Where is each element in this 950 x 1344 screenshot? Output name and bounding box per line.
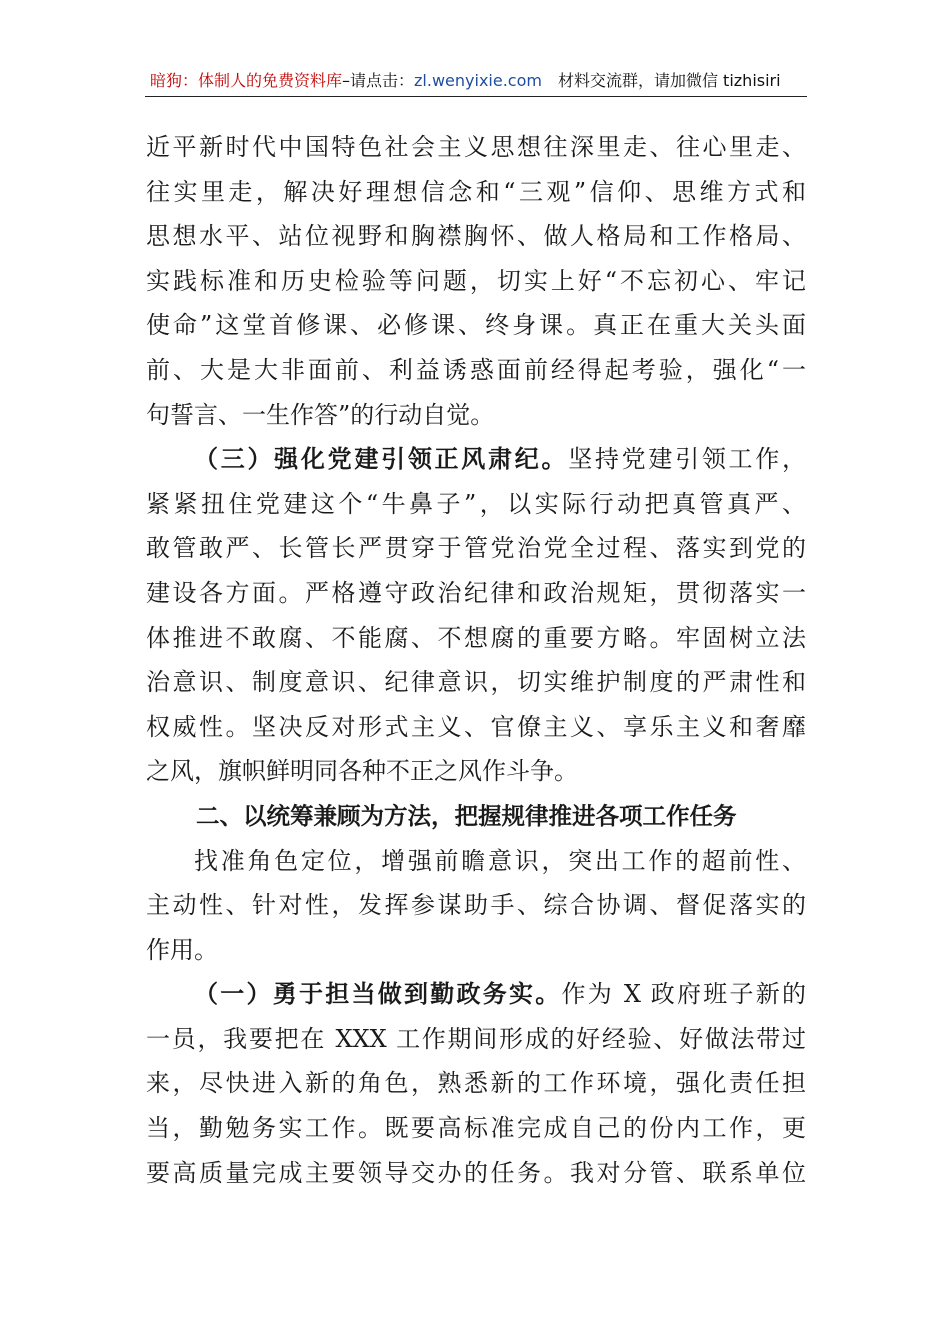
subheading-party-building: （三）强化党建引领正风肃纪。 <box>194 444 569 474</box>
text-line: 敢管敢严、长管长严贯穿于管党治党全过程、落实到党的 <box>146 534 806 563</box>
text-line: 主动性、针对性，发挥参谋助手、综合协调、督促落实的 <box>146 891 806 920</box>
header-link-prefix: –请点击： <box>342 71 415 90</box>
paragraph-party-building <box>146 437 806 794</box>
text-line <box>146 972 806 1017</box>
text-line: 治意识、制度意识、纪律意识，切实维护制度的严肃性和 <box>146 668 806 697</box>
text-line: 句誓言、一生作答”的行动自觉。 <box>146 400 495 429</box>
header-group-text: 材料交流群，请加微信 tizhisiri <box>557 71 781 90</box>
paragraph-role <box>146 839 806 973</box>
text-line: 作用。 <box>146 935 218 964</box>
text-line: 实践标准和历史检验等问题，切实上好“不忘初心、牢记 <box>146 266 806 295</box>
text-line <box>146 437 806 482</box>
lead-text: 坚持党建引领工作， <box>568 445 806 474</box>
page-header <box>145 66 807 97</box>
text-line: 来，尽快进入新的角色，熟悉新的工作环境，强化责任担 <box>146 1069 806 1098</box>
paragraph-ideology <box>146 125 806 437</box>
section-heading-2: 二、以统筹兼顾为方法，把握规律推进各项工作任务 <box>196 801 737 830</box>
text-line: 前、大是大非面前、利益诱惑面前经得起考验，强化“一 <box>146 355 806 384</box>
subheading-diligence: （一）勇于担当做到勤政务实。 <box>194 979 562 1009</box>
text-line: 一员，我要把在 XXX 工作期间形成的好经验、好做法带过 <box>146 1024 806 1053</box>
text-line: 近平新时代中国特色社会主义思想往深里走、往心里走、 <box>146 133 806 161</box>
text-line: 找准角色定位，增强前瞻意识，突出工作的超前性、 <box>194 846 806 875</box>
paragraph-diligence <box>146 972 806 1195</box>
text-line: 建设各方面。严格遵守政治纪律和政治规矩，贯彻落实一 <box>146 578 806 607</box>
lead-text: 作为 X 政府班子新的 <box>561 980 806 1009</box>
text-line: 紧紧扭住党建这个“牛鼻子”，以实际行动把真管真严、 <box>146 489 806 518</box>
text-line: 之风，旗帜鲜明同各种不正之风作斗争。 <box>146 757 578 786</box>
document-body <box>146 125 806 1195</box>
header-brand: 暗狗：体制人的免费资料库 <box>150 71 343 90</box>
text-line: 往实里走，解决好理想信念和“三观”信仰、思维方式和 <box>146 177 806 206</box>
text-line: 思想水平、站位视野和胸襟胸怀、做人格局和工作格局、 <box>146 222 806 251</box>
text-line: 权威性。坚决反对形式主义、官僚主义、享乐主义和奢靡 <box>146 712 806 741</box>
header-url-link[interactable]: zl.wenyixie.com <box>414 71 542 90</box>
text-line: 要高质量完成主要领导交办的任务。我对分管、联系单位 <box>146 1158 806 1187</box>
text-line: 当，勤勉务实工作。既要高标准完成自己的份内工作，更 <box>146 1114 806 1143</box>
text-line: 体推进不敢腐、不能腐、不想腐的重要方略。牢固树立法 <box>146 623 806 652</box>
text-line: 使命”这堂首修课、必修课、终身课。真正在重大关头面 <box>146 311 806 340</box>
